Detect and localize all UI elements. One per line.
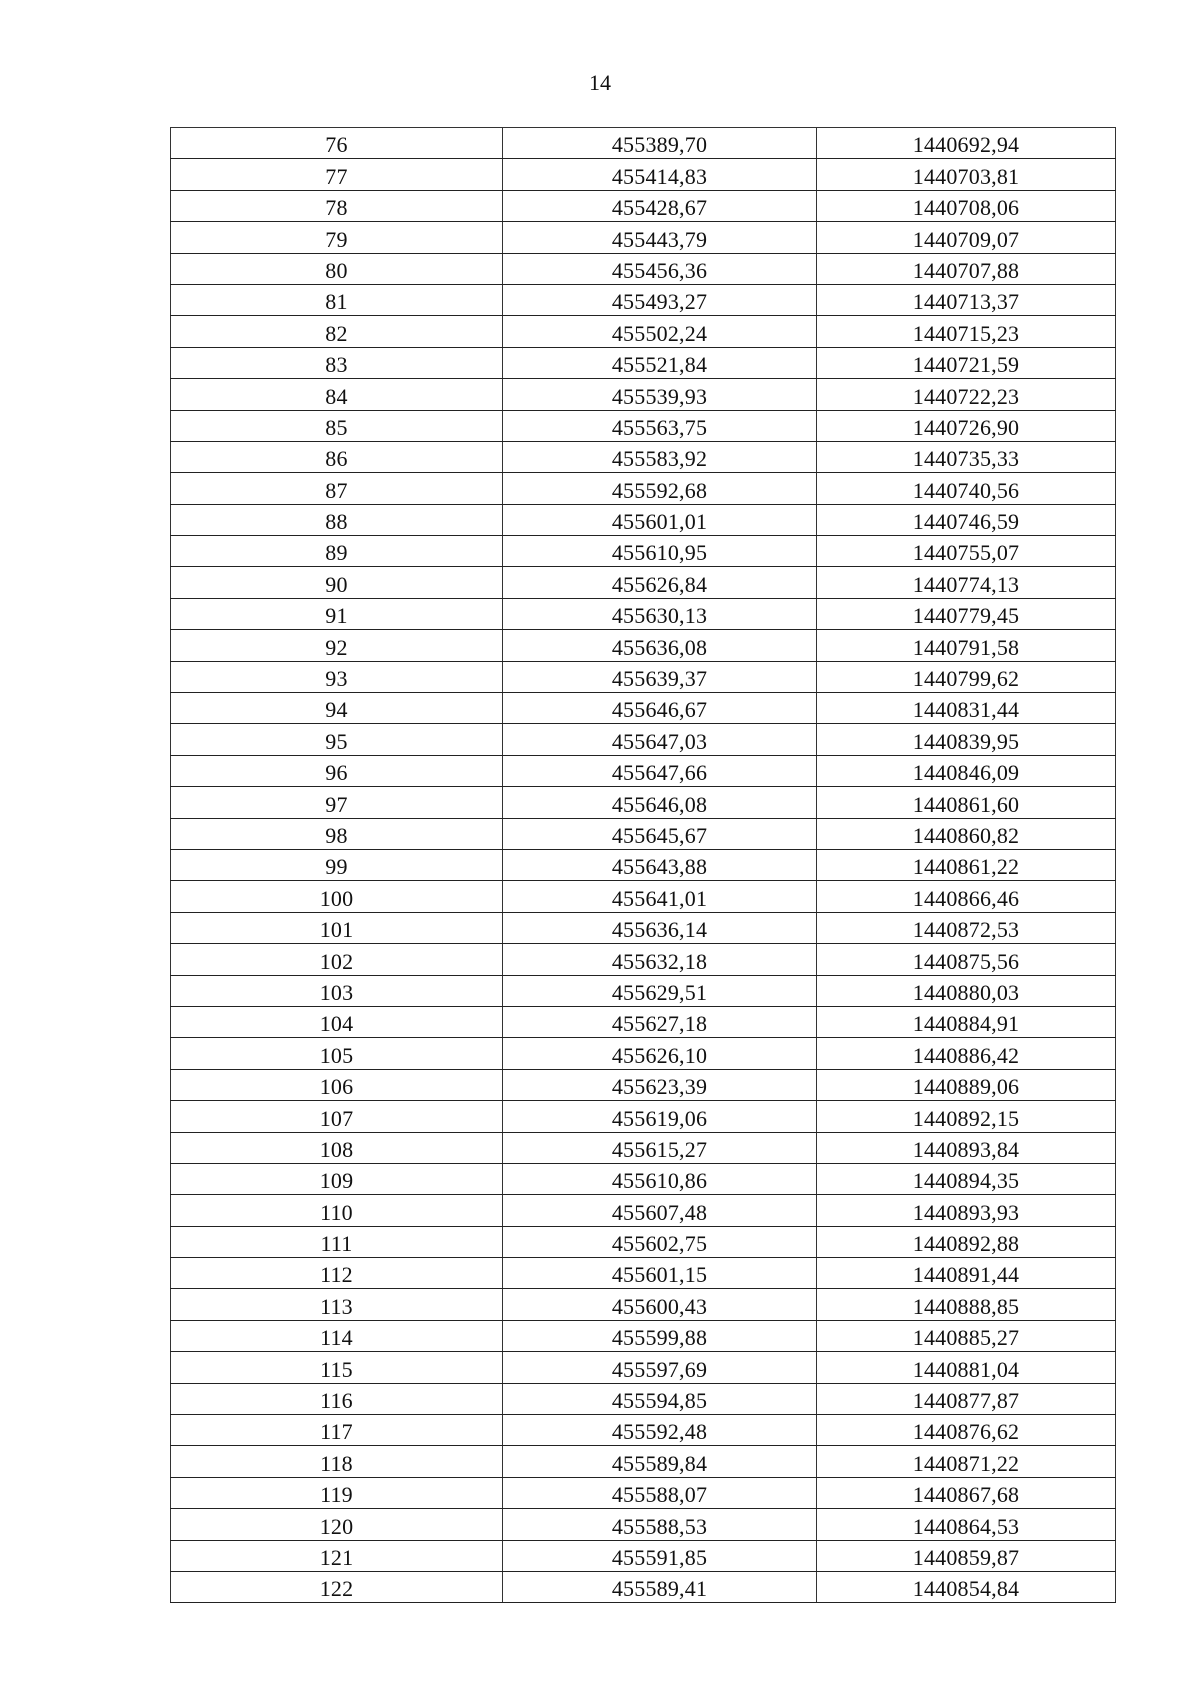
x-coordinate-cell: 455493,27 (503, 284, 817, 315)
x-coordinate-cell: 455589,41 (503, 1571, 817, 1602)
point-number-cell: 98 (171, 818, 503, 849)
table-row (171, 881, 1116, 912)
x-coordinate-cell: 455589,84 (503, 1446, 817, 1477)
y-coordinate-cell: 1440722,23 (817, 379, 1116, 410)
point-number-cell: 99 (171, 849, 503, 880)
point-number-cell: 84 (171, 379, 503, 410)
table-row (171, 787, 1116, 818)
y-coordinate-cell: 1440791,58 (817, 630, 1116, 661)
point-number-cell: 91 (171, 598, 503, 629)
coordinates-table (170, 127, 1116, 1603)
table-row (171, 1383, 1116, 1414)
table-row (171, 410, 1116, 441)
x-coordinate-cell: 455601,15 (503, 1258, 817, 1289)
point-number-cell: 95 (171, 724, 503, 755)
table-row (171, 630, 1116, 661)
x-coordinate-cell: 455627,18 (503, 1006, 817, 1037)
x-coordinate-cell: 455502,24 (503, 316, 817, 347)
x-coordinate-cell: 455626,10 (503, 1038, 817, 1069)
y-coordinate-cell: 1440860,82 (817, 818, 1116, 849)
table-row (171, 1415, 1116, 1446)
y-coordinate-cell: 1440875,56 (817, 944, 1116, 975)
y-coordinate-cell: 1440892,15 (817, 1101, 1116, 1132)
y-coordinate-cell: 1440893,84 (817, 1132, 1116, 1163)
table-row (171, 1320, 1116, 1351)
table-row (171, 1446, 1116, 1477)
point-number-cell: 96 (171, 755, 503, 786)
x-coordinate-cell: 455597,69 (503, 1352, 817, 1383)
point-number-cell: 112 (171, 1258, 503, 1289)
table-row (171, 1352, 1116, 1383)
point-number-cell: 116 (171, 1383, 503, 1414)
point-number-cell: 76 (171, 128, 503, 159)
x-coordinate-cell: 455630,13 (503, 598, 817, 629)
table-row (171, 661, 1116, 692)
point-number-cell: 80 (171, 253, 503, 284)
point-number-cell: 101 (171, 912, 503, 943)
point-number-cell: 119 (171, 1477, 503, 1508)
coordinates-table-body (171, 128, 1116, 1603)
table-row (171, 128, 1116, 159)
x-coordinate-cell: 455588,07 (503, 1477, 817, 1508)
x-coordinate-cell: 455636,14 (503, 912, 817, 943)
point-number-cell: 115 (171, 1352, 503, 1383)
y-coordinate-cell: 1440867,68 (817, 1477, 1116, 1508)
point-number-cell: 104 (171, 1006, 503, 1037)
x-coordinate-cell: 455629,51 (503, 975, 817, 1006)
x-coordinate-cell: 455594,85 (503, 1383, 817, 1414)
y-coordinate-cell: 1440774,13 (817, 567, 1116, 598)
x-coordinate-cell: 455623,39 (503, 1069, 817, 1100)
y-coordinate-cell: 1440861,22 (817, 849, 1116, 880)
x-coordinate-cell: 455646,67 (503, 693, 817, 724)
x-coordinate-cell: 455641,01 (503, 881, 817, 912)
y-coordinate-cell: 1440799,62 (817, 661, 1116, 692)
point-number-cell: 86 (171, 441, 503, 472)
x-coordinate-cell: 455636,08 (503, 630, 817, 661)
x-coordinate-cell: 455619,06 (503, 1101, 817, 1132)
table-row (171, 190, 1116, 221)
point-number-cell: 105 (171, 1038, 503, 1069)
table-row (171, 1258, 1116, 1289)
point-number-cell: 78 (171, 190, 503, 221)
x-coordinate-cell: 455600,43 (503, 1289, 817, 1320)
point-number-cell: 108 (171, 1132, 503, 1163)
y-coordinate-cell: 1440854,84 (817, 1571, 1116, 1602)
point-number-cell: 103 (171, 975, 503, 1006)
point-number-cell: 111 (171, 1226, 503, 1257)
y-coordinate-cell: 1440871,22 (817, 1446, 1116, 1477)
x-coordinate-cell: 455414,83 (503, 159, 817, 190)
x-coordinate-cell: 455639,37 (503, 661, 817, 692)
x-coordinate-cell: 455583,92 (503, 441, 817, 472)
point-number-cell: 81 (171, 284, 503, 315)
point-number-cell: 100 (171, 881, 503, 912)
x-coordinate-cell: 455521,84 (503, 347, 817, 378)
table-row (171, 1195, 1116, 1226)
table-row (171, 473, 1116, 504)
y-coordinate-cell: 1440703,81 (817, 159, 1116, 190)
table-row (171, 1006, 1116, 1037)
y-coordinate-cell: 1440892,88 (817, 1226, 1116, 1257)
x-coordinate-cell: 455607,48 (503, 1195, 817, 1226)
x-coordinate-cell: 455615,27 (503, 1132, 817, 1163)
table-row (171, 975, 1116, 1006)
y-coordinate-cell: 1440886,42 (817, 1038, 1116, 1069)
point-number-cell: 102 (171, 944, 503, 975)
x-coordinate-cell: 455456,36 (503, 253, 817, 284)
x-coordinate-cell: 455599,88 (503, 1320, 817, 1351)
x-coordinate-cell: 455563,75 (503, 410, 817, 441)
table-row (171, 1101, 1116, 1132)
x-coordinate-cell: 455601,01 (503, 504, 817, 535)
page-number: 14 (589, 70, 611, 95)
table-row (171, 724, 1116, 755)
y-coordinate-cell: 1440707,88 (817, 253, 1116, 284)
point-number-cell: 87 (171, 473, 503, 504)
point-number-cell: 82 (171, 316, 503, 347)
point-number-cell: 97 (171, 787, 503, 818)
point-number-cell: 120 (171, 1509, 503, 1540)
x-coordinate-cell: 455602,75 (503, 1226, 817, 1257)
table-row (171, 567, 1116, 598)
point-number-cell: 113 (171, 1289, 503, 1320)
y-coordinate-cell: 1440708,06 (817, 190, 1116, 221)
point-number-cell: 117 (171, 1415, 503, 1446)
table-row (171, 253, 1116, 284)
table-row (171, 1038, 1116, 1069)
table-row (171, 316, 1116, 347)
point-number-cell: 85 (171, 410, 503, 441)
table-row (171, 284, 1116, 315)
point-number-cell: 88 (171, 504, 503, 535)
y-coordinate-cell: 1440713,37 (817, 284, 1116, 315)
table-row (171, 818, 1116, 849)
y-coordinate-cell: 1440885,27 (817, 1320, 1116, 1351)
table-row (171, 504, 1116, 535)
x-coordinate-cell: 455610,95 (503, 536, 817, 567)
point-number-cell: 94 (171, 693, 503, 724)
x-coordinate-cell: 455539,93 (503, 379, 817, 410)
y-coordinate-cell: 1440721,59 (817, 347, 1116, 378)
table-row (171, 379, 1116, 410)
x-coordinate-cell: 455592,48 (503, 1415, 817, 1446)
point-number-cell: 79 (171, 222, 503, 253)
point-number-cell: 107 (171, 1101, 503, 1132)
point-number-cell: 121 (171, 1540, 503, 1571)
y-coordinate-cell: 1440755,07 (817, 536, 1116, 567)
table-row (171, 598, 1116, 629)
y-coordinate-cell: 1440746,59 (817, 504, 1116, 535)
table-row (171, 755, 1116, 786)
x-coordinate-cell: 455646,08 (503, 787, 817, 818)
point-number-cell: 106 (171, 1069, 503, 1100)
y-coordinate-cell: 1440831,44 (817, 693, 1116, 724)
x-coordinate-cell: 455632,18 (503, 944, 817, 975)
table-row (171, 944, 1116, 975)
table-row (171, 693, 1116, 724)
point-number-cell: 90 (171, 567, 503, 598)
y-coordinate-cell: 1440709,07 (817, 222, 1116, 253)
y-coordinate-cell: 1440877,87 (817, 1383, 1116, 1414)
table-row (171, 159, 1116, 190)
y-coordinate-cell: 1440859,87 (817, 1540, 1116, 1571)
y-coordinate-cell: 1440740,56 (817, 473, 1116, 504)
x-coordinate-cell: 455626,84 (503, 567, 817, 598)
y-coordinate-cell: 1440884,91 (817, 1006, 1116, 1037)
y-coordinate-cell: 1440735,33 (817, 441, 1116, 472)
x-coordinate-cell: 455443,79 (503, 222, 817, 253)
point-number-cell: 83 (171, 347, 503, 378)
y-coordinate-cell: 1440779,45 (817, 598, 1116, 629)
x-coordinate-cell: 455647,66 (503, 755, 817, 786)
table-row (171, 1289, 1116, 1320)
table-row (171, 347, 1116, 378)
y-coordinate-cell: 1440881,04 (817, 1352, 1116, 1383)
table-row (171, 222, 1116, 253)
y-coordinate-cell: 1440872,53 (817, 912, 1116, 943)
table-row (171, 441, 1116, 472)
x-coordinate-cell: 455645,67 (503, 818, 817, 849)
x-coordinate-cell: 455428,67 (503, 190, 817, 221)
table-row (171, 1540, 1116, 1571)
y-coordinate-cell: 1440880,03 (817, 975, 1116, 1006)
x-coordinate-cell: 455588,53 (503, 1509, 817, 1540)
point-number-cell: 110 (171, 1195, 503, 1226)
table-row (171, 536, 1116, 567)
y-coordinate-cell: 1440839,95 (817, 724, 1116, 755)
table-row (171, 1477, 1116, 1508)
table-row (171, 1226, 1116, 1257)
y-coordinate-cell: 1440888,85 (817, 1289, 1116, 1320)
point-number-cell: 118 (171, 1446, 503, 1477)
table-row (171, 1571, 1116, 1602)
y-coordinate-cell: 1440692,94 (817, 128, 1116, 159)
point-number-cell: 92 (171, 630, 503, 661)
table-row (171, 1509, 1116, 1540)
x-coordinate-cell: 455610,86 (503, 1163, 817, 1194)
x-coordinate-cell: 455592,68 (503, 473, 817, 504)
point-number-cell: 77 (171, 159, 503, 190)
x-coordinate-cell: 455591,85 (503, 1540, 817, 1571)
y-coordinate-cell: 1440866,46 (817, 881, 1116, 912)
y-coordinate-cell: 1440846,09 (817, 755, 1116, 786)
table-row (171, 1069, 1116, 1100)
table-row (171, 849, 1116, 880)
y-coordinate-cell: 1440861,60 (817, 787, 1116, 818)
y-coordinate-cell: 1440894,35 (817, 1163, 1116, 1194)
point-number-cell: 114 (171, 1320, 503, 1351)
y-coordinate-cell: 1440889,06 (817, 1069, 1116, 1100)
table-row (171, 1132, 1116, 1163)
table-row (171, 912, 1116, 943)
point-number-cell: 109 (171, 1163, 503, 1194)
point-number-cell: 89 (171, 536, 503, 567)
y-coordinate-cell: 1440891,44 (817, 1258, 1116, 1289)
table-row (171, 1163, 1116, 1194)
x-coordinate-cell: 455647,03 (503, 724, 817, 755)
x-coordinate-cell: 455389,70 (503, 128, 817, 159)
y-coordinate-cell: 1440715,23 (817, 316, 1116, 347)
point-number-cell: 93 (171, 661, 503, 692)
y-coordinate-cell: 1440893,93 (817, 1195, 1116, 1226)
y-coordinate-cell: 1440876,62 (817, 1415, 1116, 1446)
point-number-cell: 122 (171, 1571, 503, 1602)
x-coordinate-cell: 455643,88 (503, 849, 817, 880)
y-coordinate-cell: 1440864,53 (817, 1509, 1116, 1540)
y-coordinate-cell: 1440726,90 (817, 410, 1116, 441)
